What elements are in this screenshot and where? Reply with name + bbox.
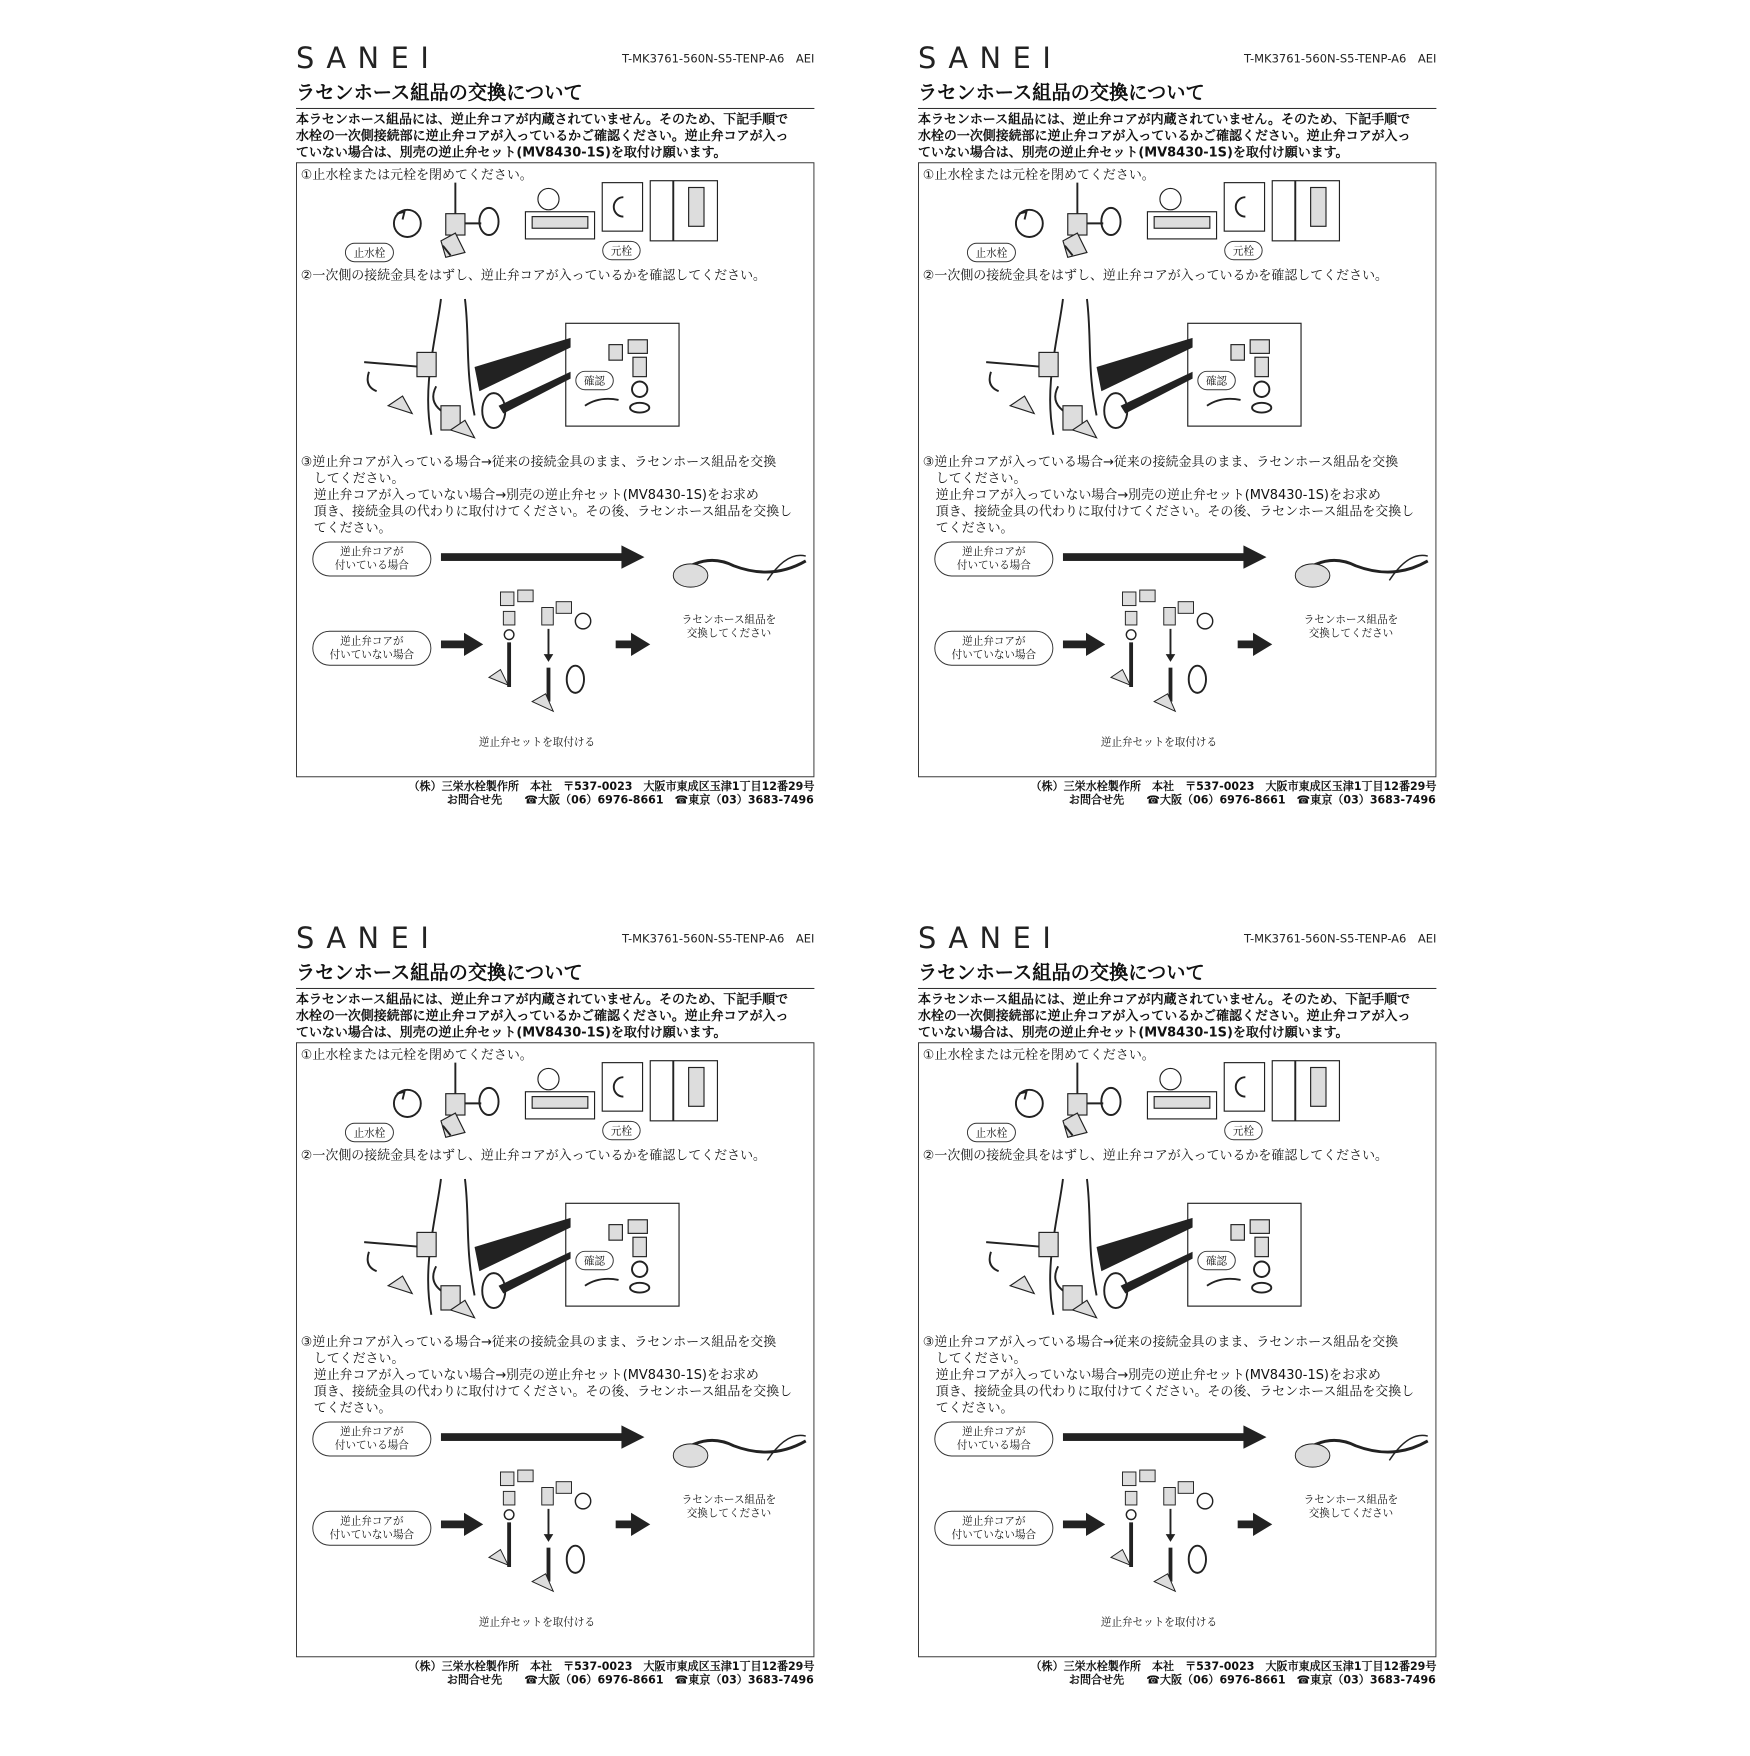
replace-hose-caption	[671, 1493, 786, 1520]
step3-line: 頂き、接続金具の代わりに取付けてください。その後、ラセンホース組品を交換し	[922, 1383, 1415, 1400]
step3-line: してください。	[922, 470, 1027, 487]
page-title: ラセンホース組品の交換について	[918, 77, 1436, 109]
step3-line: 逆止弁コアが入っていない場合→別売の逆止弁セット(MV8430-1S)をお求め	[922, 487, 1381, 503]
document-code: T-MK3761-560N-S5-TENP-A6 AEI	[1243, 51, 1437, 66]
faucet-disassembly-illustration	[986, 299, 1192, 438]
case-without-core-label	[934, 1511, 1053, 1546]
case-with-core-label-line: 付いている場合	[956, 1439, 1031, 1452]
stop-valve-label: 止水栓	[345, 243, 394, 262]
main-valve-illustration	[1147, 1061, 1339, 1121]
install-valve-caption-line: 逆止弁セットを取付ける	[1100, 1615, 1218, 1629]
replace-hose-caption-line: 交換してください	[1308, 626, 1394, 640]
step1-text: ①止水栓または元栓を閉めてください。	[300, 1047, 533, 1063]
step3-text	[923, 454, 1432, 536]
case-without-core-label-line: 逆止弁コアが	[962, 1514, 1026, 1528]
instruction-sheet	[296, 42, 814, 876]
footer-line: （株）三栄水栓製作所 本社 〒537-0023 大阪市東成区玉津1丁目12番29号	[1030, 1659, 1437, 1673]
replace-hose-caption-line: 交換してください	[686, 1506, 772, 1520]
arrow-without-core-2	[616, 633, 651, 656]
step2-text: ②一次側の接続金具をはずし、逆止弁コアが入っているかを確認してください。	[300, 268, 767, 284]
step3-line: してください。	[300, 470, 405, 487]
case-with-core-label-line: 逆止弁コアが	[340, 545, 404, 559]
arrow-with-core	[1063, 545, 1267, 568]
intro-line: 水栓の一次側接続部に逆止弁コアが入っているかご確認ください。逆止弁コアが入っ	[918, 1008, 1411, 1024]
step2-text: ②一次側の接続金具をはずし、逆止弁コアが入っているかを確認してください。	[300, 1148, 767, 1164]
intro-line: ていない場合は、別売の逆止弁セット(MV8430-1S)を取付け願います。	[296, 1024, 727, 1041]
arrow-without-core-1	[441, 1513, 483, 1536]
replace-hose-caption-line: ラセンホース組品を	[1303, 1493, 1399, 1506]
arrow-without-core-2	[616, 1513, 651, 1536]
install-valve-caption-line: 逆止弁セットを取付ける	[478, 735, 596, 749]
instruction-frame	[918, 162, 1436, 777]
company-footer	[1031, 779, 1437, 806]
arrow-without-core-1	[1063, 633, 1105, 656]
case-without-core-label-line: 付いていない場合	[329, 1528, 415, 1541]
company-footer	[409, 1659, 815, 1686]
stop-valve-illustration	[394, 183, 499, 258]
main-valve-label: 元栓	[602, 1121, 640, 1140]
main-valve-illustration	[525, 181, 717, 241]
arrow-without-core-2	[1238, 633, 1273, 656]
check-valve-set-illustration	[489, 1470, 591, 1591]
check-valve-set-illustration	[489, 590, 591, 711]
stop-valve-illustration	[394, 1063, 499, 1138]
arrow-without-core-1	[441, 633, 483, 656]
intro-line: ていない場合は、別売の逆止弁セット(MV8430-1S)を取付け願います。	[296, 144, 727, 161]
arrow-without-core-1	[1063, 1513, 1105, 1536]
install-valve-caption-line: 逆止弁セットを取付ける	[1100, 735, 1218, 749]
intro-line: ていない場合は、別売の逆止弁セット(MV8430-1S)を取付け願います。	[918, 144, 1349, 161]
step3-line: ③逆止弁コアが入っている場合→従来の接続金具のまま、ラセンホース組品を交換	[300, 1334, 777, 1350]
faucet-disassembly-illustration	[986, 1179, 1192, 1318]
intro-line: 本ラセンホース組品には、逆止弁コアが内蔵されていません。そのため、下記手順で	[918, 991, 1411, 1008]
intro-text	[918, 112, 1436, 161]
case-with-core-label-line: 付いている場合	[334, 559, 409, 572]
faucet-disassembly-illustration	[364, 299, 570, 438]
intro-line: ていない場合は、別売の逆止弁セット(MV8430-1S)を取付け願います。	[918, 1024, 1349, 1041]
case-with-core-label	[312, 1422, 431, 1457]
hose-replace-illustration	[1295, 555, 1427, 587]
case-without-core-label-line: 逆止弁コアが	[340, 634, 404, 648]
instruction-sheet	[296, 922, 814, 1756]
replace-hose-caption	[671, 613, 786, 640]
check-label: 確認	[575, 1251, 613, 1270]
footer-line: （株）三栄水栓製作所 本社 〒537-0023 大阪市東成区玉津1丁目12番29号	[408, 779, 815, 793]
case-without-core-label-line: 付いていない場合	[329, 648, 415, 661]
page-title: ラセンホース組品の交換について	[296, 77, 814, 109]
step3-text	[923, 1334, 1432, 1416]
instruction-frame	[918, 1042, 1436, 1657]
replace-hose-caption-line: 交換してください	[1308, 1506, 1394, 1520]
case-without-core-label	[312, 1511, 431, 1546]
instruction-frame	[296, 162, 814, 777]
main-valve-illustration	[1147, 181, 1339, 241]
replace-hose-caption-line: ラセンホース組品を	[681, 1493, 777, 1506]
step3-text	[301, 454, 810, 536]
check-label: 確認	[1197, 1251, 1235, 1270]
step1-text: ①止水栓または元栓を閉めてください。	[300, 167, 533, 183]
check-valve-set-illustration	[1111, 590, 1213, 711]
arrow-with-core	[1063, 1425, 1267, 1448]
case-without-core-label	[934, 631, 1053, 666]
case-with-core-label-line: 付いている場合	[956, 559, 1031, 572]
brand-logo: SANEI	[296, 922, 441, 956]
stop-valve-label: 止水栓	[967, 1123, 1016, 1142]
case-with-core-label	[934, 542, 1053, 577]
case-without-core-label-line: 逆止弁コアが	[962, 634, 1026, 648]
step3-line: 逆止弁コアが入っていない場合→別売の逆止弁セット(MV8430-1S)をお求め	[300, 1367, 759, 1383]
footer-line: （株）三栄水栓製作所 本社 〒537-0023 大阪市東成区玉津1丁目12番29号	[408, 1659, 815, 1673]
intro-text	[296, 112, 814, 161]
company-footer	[409, 779, 815, 806]
check-label: 確認	[1197, 371, 1235, 390]
replace-hose-caption	[1293, 613, 1408, 640]
step3-line: ③逆止弁コアが入っている場合→従来の接続金具のまま、ラセンホース組品を交換	[922, 454, 1399, 470]
case-without-core-label	[312, 631, 431, 666]
stop-valve-illustration	[1016, 1063, 1121, 1138]
footer-line: （株）三栄水栓製作所 本社 〒537-0023 大阪市東成区玉津1丁目12番29号	[1030, 779, 1437, 793]
install-valve-caption	[460, 1616, 614, 1630]
footer-line: お問合せ先 ☎大阪（06）6976-8661 ☎東京（03）3683-7496	[1068, 792, 1436, 807]
case-without-core-label-line: 付いていない場合	[951, 648, 1037, 661]
stop-valve-label: 止水栓	[345, 1123, 394, 1142]
intro-line: 本ラセンホース組品には、逆止弁コアが内蔵されていません。そのため、下記手順で	[296, 111, 789, 128]
hose-replace-illustration	[1295, 1435, 1427, 1467]
install-valve-caption-line: 逆止弁セットを取付ける	[478, 1615, 596, 1629]
intro-text	[918, 992, 1436, 1041]
case-without-core-label-line: 付いていない場合	[951, 1528, 1037, 1541]
case-with-core-label-line: 逆止弁コアが	[962, 1425, 1026, 1439]
hose-replace-illustration	[673, 1435, 805, 1467]
arrow-without-core-2	[1238, 1513, 1273, 1536]
footer-line: お問合せ先 ☎大阪（06）6976-8661 ☎東京（03）3683-7496	[446, 792, 814, 807]
document-code: T-MK3761-560N-S5-TENP-A6 AEI	[621, 51, 815, 66]
case-with-core-label-line: 逆止弁コアが	[962, 545, 1026, 559]
intro-line: 水栓の一次側接続部に逆止弁コアが入っているかご確認ください。逆止弁コアが入っ	[918, 128, 1411, 144]
intro-line: 水栓の一次側接続部に逆止弁コアが入っているかご確認ください。逆止弁コアが入っ	[296, 128, 789, 144]
step1-text: ①止水栓または元栓を閉めてください。	[922, 167, 1155, 183]
main-valve-illustration	[525, 1061, 717, 1121]
install-valve-caption	[460, 736, 614, 750]
intro-line: 水栓の一次側接続部に逆止弁コアが入っているかご確認ください。逆止弁コアが入っ	[296, 1008, 789, 1024]
step3-text	[301, 1334, 810, 1416]
brand-logo: SANEI	[296, 42, 441, 76]
stop-valve-illustration	[1016, 183, 1121, 258]
step3-line: 逆止弁コアが入っていない場合→別売の逆止弁セット(MV8430-1S)をお求め	[300, 487, 759, 503]
install-valve-caption	[1082, 1616, 1236, 1630]
document-code: T-MK3761-560N-S5-TENP-A6 AEI	[621, 931, 815, 946]
step2-text: ②一次側の接続金具をはずし、逆止弁コアが入っているかを確認してください。	[922, 1148, 1389, 1164]
company-footer	[1031, 1659, 1437, 1686]
step3-line: 頂き、接続金具の代わりに取付けてください。その後、ラセンホース組品を交換し	[300, 503, 793, 520]
footer-line: お問合せ先 ☎大阪（06）6976-8661 ☎東京（03）3683-7496	[1068, 1672, 1436, 1687]
step3-line: してください。	[922, 1350, 1027, 1367]
page-title: ラセンホース組品の交換について	[918, 957, 1436, 989]
stop-valve-label: 止水栓	[967, 243, 1016, 262]
step3-line: てください。	[922, 1400, 1014, 1416]
main-valve-label: 元栓	[1224, 1121, 1262, 1140]
replace-hose-caption-line: ラセンホース組品を	[681, 613, 777, 626]
step1-text: ①止水栓または元栓を閉めてください。	[922, 1047, 1155, 1063]
instruction-frame	[296, 1042, 814, 1657]
case-with-core-label-line: 逆止弁コアが	[340, 1425, 404, 1439]
replace-hose-caption	[1293, 1493, 1408, 1520]
step3-line: 逆止弁コアが入っていない場合→別売の逆止弁セット(MV8430-1S)をお求め	[922, 1367, 1381, 1383]
check-valve-set-illustration	[1111, 1470, 1213, 1591]
intro-line: 本ラセンホース組品には、逆止弁コアが内蔵されていません。そのため、下記手順で	[918, 111, 1411, 128]
step3-line: ③逆止弁コアが入っている場合→従来の接続金具のまま、ラセンホース組品を交換	[922, 1334, 1399, 1350]
document-code: T-MK3761-560N-S5-TENP-A6 AEI	[1243, 931, 1437, 946]
brand-logo: SANEI	[918, 922, 1063, 956]
hose-replace-illustration	[673, 555, 805, 587]
intro-text	[296, 992, 814, 1041]
brand-logo: SANEI	[918, 42, 1063, 76]
case-without-core-label-line: 逆止弁コアが	[340, 1514, 404, 1528]
case-with-core-label	[312, 542, 431, 577]
step3-line: 頂き、接続金具の代わりに取付けてください。その後、ラセンホース組品を交換し	[922, 503, 1415, 520]
check-label: 確認	[575, 371, 613, 390]
step3-line: 頂き、接続金具の代わりに取付けてください。その後、ラセンホース組品を交換し	[300, 1383, 793, 1400]
footer-line: お問合せ先 ☎大阪（06）6976-8661 ☎東京（03）3683-7496	[446, 1672, 814, 1687]
instruction-sheet	[918, 42, 1436, 876]
step2-text: ②一次側の接続金具をはずし、逆止弁コアが入っているかを確認してください。	[922, 268, 1389, 284]
install-valve-caption	[1082, 736, 1236, 750]
arrow-with-core	[441, 1425, 645, 1448]
faucet-disassembly-illustration	[364, 1179, 570, 1318]
case-with-core-label	[934, 1422, 1053, 1457]
step3-line: てください。	[922, 520, 1014, 536]
step3-line: てください。	[300, 520, 392, 536]
step3-line: ③逆止弁コアが入っている場合→従来の接続金具のまま、ラセンホース組品を交換	[300, 454, 777, 470]
step3-line: してください。	[300, 1350, 405, 1367]
intro-line: 本ラセンホース組品には、逆止弁コアが内蔵されていません。そのため、下記手順で	[296, 991, 789, 1008]
page-title: ラセンホース組品の交換について	[296, 957, 814, 989]
step3-line: てください。	[300, 1400, 392, 1416]
replace-hose-caption-line: 交換してください	[686, 626, 772, 640]
main-valve-label: 元栓	[602, 241, 640, 260]
instruction-sheet	[918, 922, 1436, 1756]
case-with-core-label-line: 付いている場合	[334, 1439, 409, 1452]
replace-hose-caption-line: ラセンホース組品を	[1303, 613, 1399, 626]
arrow-with-core	[441, 545, 645, 568]
main-valve-label: 元栓	[1224, 241, 1262, 260]
